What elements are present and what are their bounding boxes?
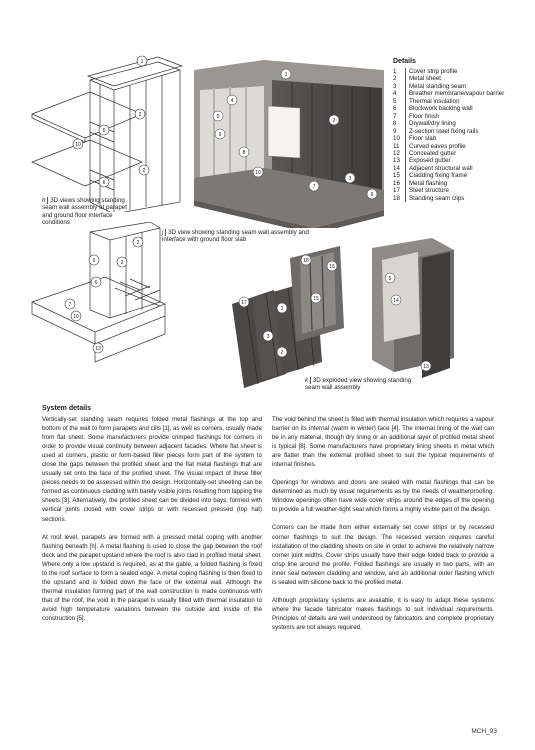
details-item-number: 17 — [393, 187, 400, 195]
body-column-right — [272, 415, 494, 641]
details-item-number: 16 — [393, 179, 400, 187]
details-item-label: Curved eaves profile — [405, 143, 466, 150]
parapet-line-drawing — [30, 52, 200, 212]
details-legend — [393, 58, 528, 202]
caption-j: j 3D view showing standing seam wall assembly and interface with ground floor slab — [162, 229, 309, 244]
marker-k-16: 16 — [329, 264, 335, 270]
body-paragraph: Although proprietary systems are available, it is easy to adapt these systems where the facade fabricator makes flashings to suit individual requirements. Principles of details are well understood by fabricators and complete proprietary systems are not always required. — [272, 596, 494, 631]
details-item-label: Metal flashing — [405, 180, 447, 187]
page-number: MCH_93 — [471, 728, 497, 735]
details-item-number: 7 — [393, 112, 397, 120]
details-item-number: 13 — [393, 157, 400, 165]
marker-6c: 6 — [92, 258, 96, 264]
details-item — [393, 113, 528, 120]
details-item — [393, 135, 528, 142]
details-item-label: Standing seam clips — [405, 195, 464, 202]
marker-j-6: 6 — [370, 192, 374, 198]
details-item-label: Drywall/dry lining — [405, 120, 456, 127]
marker-j-1: 1 — [284, 72, 288, 78]
marker-k-13: 13 — [423, 364, 429, 370]
marker-2: 2 — [138, 112, 142, 118]
details-item-number: 12 — [393, 149, 400, 157]
marker-6: 6 — [102, 128, 106, 134]
marker-k-3: 3 — [266, 334, 270, 340]
body-paragraph: Vertically-set standing seam requires folded metal flashings at the top and bottom of the wall to form parapets and cills [1], as well as corners, usually made from flat sheet. Some manufacturers provide crimped flashings for corners in order to provide visual continuity between adjacent facades. Where flat sheet is used at corners, plastic or form-based filler pieces form part of the system to close the gaps between the profiled sheet and the flat metal flashings that are usually set onto the face of the profiled sheet. The visual impact of these filler pieces needs to be assessed within the design. Horizontally-set sheeting can be formed as continuous cladding with barely visible joints resulting from lapping the sheets [3]. Alternatively, the profiled sheet can be divided into bays, formed with vertical joints closed with cover strips or with recessed pressed (top hat) sections. — [42, 416, 262, 523]
details-item — [393, 172, 528, 179]
marker-k-14: 14 — [393, 298, 399, 304]
body-column-left — [42, 415, 262, 632]
details-item — [393, 128, 528, 135]
marker-1: 1 — [140, 59, 144, 65]
marker-7: 7 — [68, 302, 72, 308]
body-paragraph: Corners can be made from either externally set cover strips or by recessed corner flashings to suit the design. The recessed version requires careful installation of the cladding sheets on site in order to achieve the relatively narrow corner joint widths. Cover strips usually have their edge folded back to provide a crisp line around the profile. Folded flashings are usually in two parts, with an inner seal between cladding and window, and an additional outer flashing which is sealed with silicone back to the profiled metal. — [272, 524, 494, 586]
marker-6b: 6 — [102, 180, 106, 186]
body-paragraph: Openings for windows and doors are sealed with metal flashings that can be determined as much by visual requirements as by the needs of weatherproofing. Window openings often have wide cover strips around the edges of the opening to provide a full weather-tight seal which forms a highly visible part of the design. — [272, 479, 494, 514]
details-title: Details — [393, 58, 416, 65]
details-item-label: Exposed gutter — [405, 157, 451, 164]
marker-j-3: 3 — [348, 176, 352, 182]
marker-6d: 6 — [94, 280, 98, 286]
details-item — [393, 120, 528, 127]
marker-k-15: 15 — [313, 296, 319, 302]
marker-13: 13 — [95, 346, 101, 352]
details-item-number: 3 — [393, 82, 397, 90]
details-item-number: 4 — [393, 90, 397, 98]
details-item-number: 15 — [393, 172, 400, 180]
details-item-number: 1 — [393, 68, 397, 75]
details-item — [393, 83, 528, 90]
details-item-label: Breather membrane/vapour barrier — [405, 90, 504, 97]
marker-j-9: 9 — [218, 132, 222, 138]
marker-10b: 10 — [73, 314, 79, 320]
details-item — [393, 187, 528, 194]
section-heading: System details — [42, 405, 92, 412]
marker-2c: 2 — [120, 260, 124, 266]
details-item-label: Metal sheet — [405, 75, 441, 82]
details-item-number: 6 — [393, 105, 397, 113]
marker-k-2: 2 — [280, 306, 284, 312]
details-item-label: Blockwork backing wall — [405, 105, 473, 112]
details-item — [393, 180, 528, 187]
caption-k: k 3D exploded view showing standing seam wall assembly — [305, 377, 412, 392]
details-item-label: Adjacent structural wall — [405, 165, 473, 172]
marker-j-4: 4 — [230, 98, 234, 104]
details-item — [393, 157, 528, 164]
wall-assembly-render — [194, 60, 384, 228]
exploded-view-render — [222, 238, 472, 388]
details-item — [393, 68, 528, 75]
marker-j-7: 7 — [312, 184, 316, 190]
details-item — [393, 75, 528, 82]
details-item-number: 5 — [393, 97, 397, 105]
marker-k-18: 18 — [303, 258, 309, 264]
details-item-label: Concealed gutter — [405, 150, 456, 157]
details-item-label: Thermal insulation — [405, 98, 460, 105]
marker-k-2b: 2 — [280, 350, 284, 356]
details-item-number: 10 — [393, 135, 400, 143]
details-item-label: Steel structure — [405, 187, 449, 194]
details-item — [393, 90, 528, 97]
marker-k-5: 5 — [388, 276, 392, 282]
details-item — [393, 105, 528, 112]
body-paragraph: The void behind the sheet is filled with thermal insulation which requires a vapour barrier on its internal (warm in winter) face [4]. The internal lining of the wall can be in any material, though dry lining or an additional layer of profiled metal sheet is typical [8]. Some manufacturers have proprietary lining sheets in metal which are flatter than the external profiled sheet to suit the typical requirements of internal finishes. — [272, 416, 494, 469]
marker-j-8: 8 — [242, 150, 246, 156]
details-item-number: 11 — [393, 142, 400, 150]
caption-h: h 3D views showing standing seam wall assembly at parapet and ground floor interface conditions — [42, 197, 127, 227]
body-paragraph: At roof level, parapets are formed with a pressed metal coping with another flashing beneath [h]. A metal flashing is used to close the gap between the roof deck and the parapet upstand where the roof is also clad in profiled metal sheet. Where only a low upstand is required, as at the gable, a folded flashing is fixed to the roof surface to form a sealed edge. A metal coping flashing is then fixed to the upstand and is folded down the face of the external wall. Although the thermal insulation forming part of the wall construction is made continuous with that of the roof, the void in the parapet is usually filled with thermal insulation to avoid high temperature variations between the outside and inside of the construction [5]. — [42, 533, 262, 622]
details-item-number: 2 — [393, 75, 397, 83]
marker-k-17: 17 — [241, 300, 247, 306]
details-item-label: Cover strip profile — [405, 68, 458, 75]
details-item-label: Metal standing seam — [405, 83, 466, 90]
details-item — [393, 150, 528, 157]
details-item-label: Z-section steel fixing rails — [405, 128, 478, 135]
details-item — [393, 165, 528, 172]
details-item — [393, 195, 528, 202]
details-item-label: Floor slab — [405, 135, 436, 142]
marker-10: 10 — [75, 142, 81, 148]
marker-2b: 2 — [142, 168, 146, 174]
marker-j-2: 2 — [332, 118, 336, 124]
details-list — [393, 68, 528, 202]
ground-floor-line-drawing — [30, 222, 200, 372]
marker-j-10: 10 — [255, 170, 261, 176]
details-item-number: 9 — [393, 127, 397, 135]
details-item — [393, 143, 528, 150]
details-item-number: 8 — [393, 120, 397, 128]
details-item-number: 14 — [393, 164, 400, 172]
marker-j-5: 5 — [216, 114, 220, 120]
details-item-number: 18 — [393, 194, 400, 202]
details-item — [393, 98, 528, 105]
details-item-label: Cladding fixing frame — [405, 172, 467, 179]
marker-2d: 2 — [136, 240, 140, 246]
details-item-label: Floor finish — [405, 113, 439, 120]
